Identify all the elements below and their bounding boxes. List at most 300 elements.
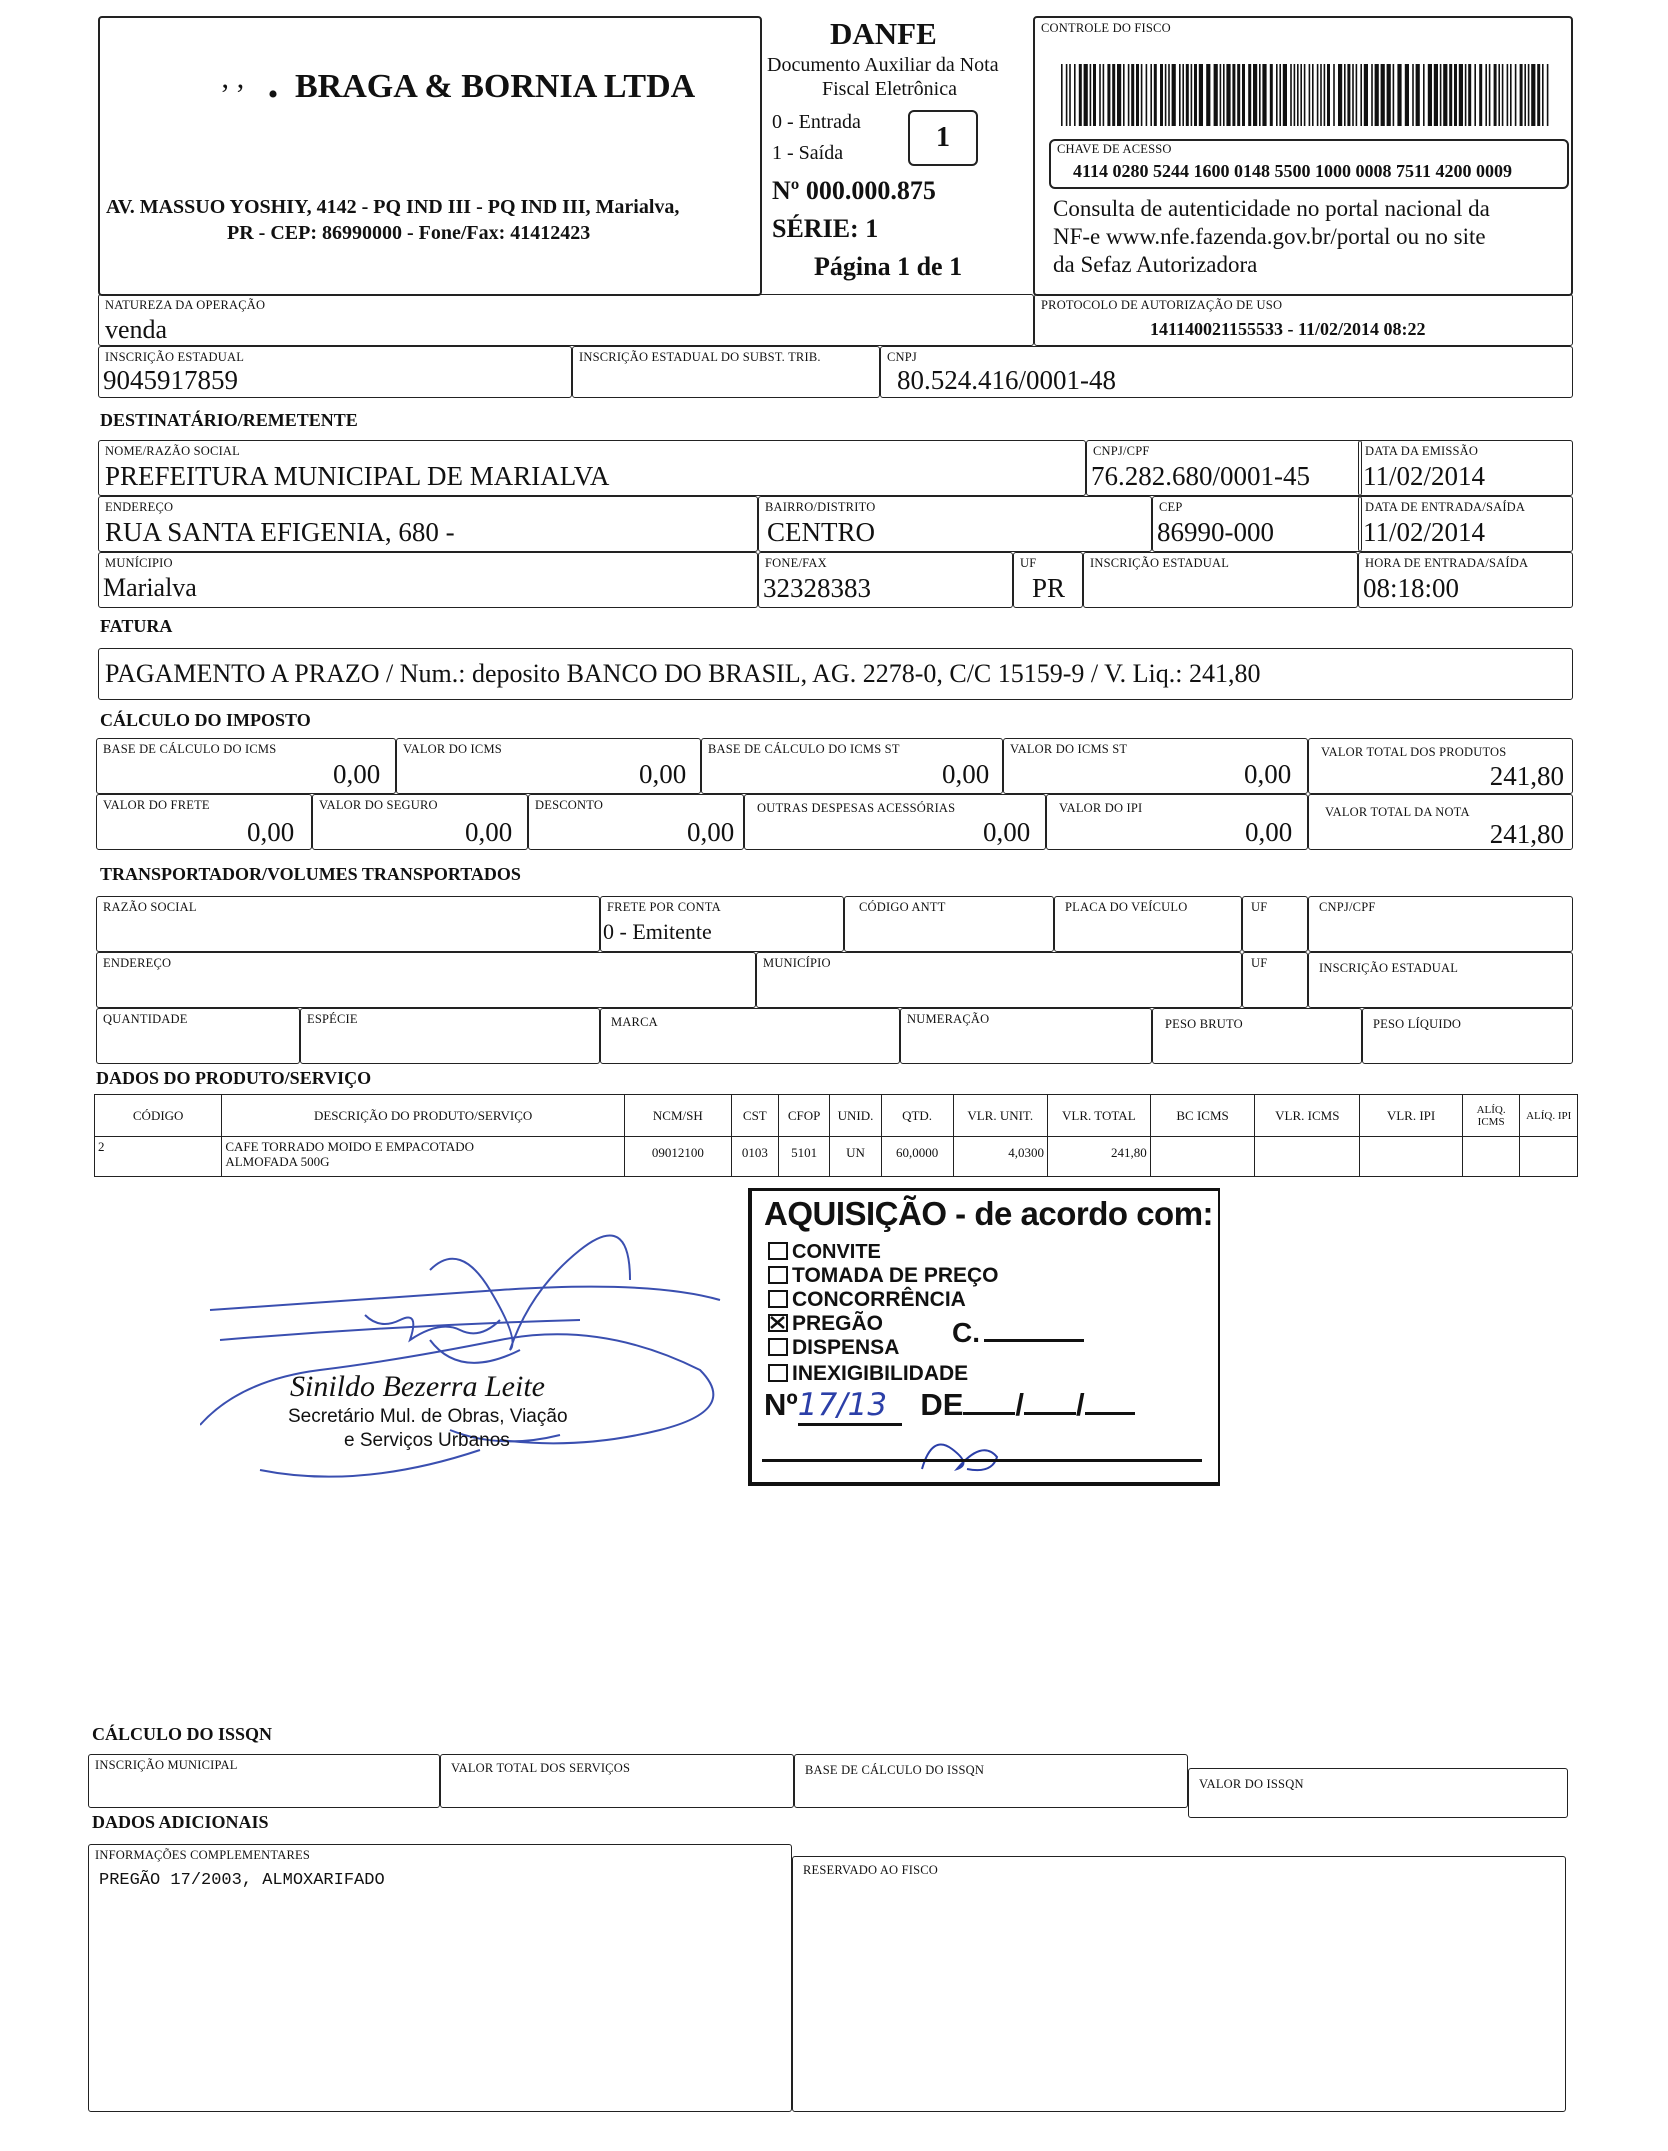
barcode-bar bbox=[1069, 64, 1071, 126]
dest-fone-label: FONE/FAX bbox=[765, 556, 827, 570]
danfe-tipo-box bbox=[908, 110, 978, 166]
stamp-initials-scribble bbox=[912, 1429, 1002, 1479]
danfe-saida: 1 - Saída bbox=[772, 142, 844, 164]
total-nota-value: 241,80 bbox=[1489, 819, 1564, 849]
seguro-value: 0,00 bbox=[465, 817, 513, 847]
ie-label: INSCRIÇÃO ESTADUAL bbox=[105, 350, 245, 364]
barcode-bar bbox=[1283, 64, 1287, 126]
barcode-bar bbox=[1279, 64, 1281, 126]
ie-st-label: INSCRIÇÃO ESTADUAL DO SUBST. TRIB. bbox=[579, 350, 821, 364]
barcode-bar bbox=[1304, 64, 1306, 126]
controle-fisco-label: CONTROLE DO FISCO bbox=[1041, 21, 1171, 35]
natureza-cell bbox=[98, 294, 1034, 346]
total-nota-cell bbox=[1308, 794, 1573, 850]
barcode-bar bbox=[1300, 64, 1302, 126]
checkbox-convite bbox=[768, 1242, 788, 1260]
col-cst: CST bbox=[731, 1095, 778, 1137]
protocolo-cell bbox=[1034, 294, 1573, 346]
protocolo-value: 141140021155533 - 11/02/2014 08:22 bbox=[1150, 319, 1426, 339]
total-produtos-value: 241,80 bbox=[1489, 761, 1564, 791]
outras-value: 0,00 bbox=[983, 817, 1031, 847]
total-produtos-cell bbox=[1308, 738, 1573, 794]
dest-bairro-cell bbox=[758, 496, 1152, 552]
barcode-bar bbox=[1237, 64, 1240, 126]
transp-endereco-label: ENDEREÇO bbox=[103, 956, 172, 970]
transp-especie-label: ESPÉCIE bbox=[307, 1012, 358, 1026]
stamp-numero-row: Nº17/13 DE / / bbox=[764, 1387, 1135, 1426]
ie-cell bbox=[98, 346, 572, 398]
transp-ie-label: INSCRIÇÃO ESTADUAL bbox=[1319, 961, 1459, 975]
barcode-bar bbox=[1214, 64, 1218, 126]
bc-st-value: 0,00 bbox=[942, 759, 990, 789]
dest-municipio-label: MUNÍCIPIO bbox=[105, 556, 173, 570]
stamp-option-pregao: PREGÃO bbox=[768, 1313, 883, 1335]
dest-uf-value: PR bbox=[1032, 573, 1066, 603]
dest-bairro-label: BAIRRO/DISTRITO bbox=[765, 500, 876, 514]
dest-nome-cell bbox=[98, 440, 1086, 496]
transp-placa-label: PLACA DO VEÍCULO bbox=[1065, 900, 1188, 914]
fisco-box bbox=[1033, 16, 1573, 296]
bc-st-cell bbox=[701, 738, 1003, 794]
barcode-bar bbox=[1479, 64, 1482, 126]
fatura-value: PAGAMENTO A PRAZO / Num.: deposito BANCO DO BRASIL, AG. 2278-0, C/C 15159-9 / V. Liq.: 241,80 bbox=[105, 659, 1261, 688]
cnpj-emitente-value: 80.524.416/0001-48 bbox=[897, 365, 1116, 395]
consulta-line-3: da Sefaz Autorizadora bbox=[1053, 252, 1258, 277]
danfe-block bbox=[762, 16, 1030, 296]
dest-cep-cell bbox=[1152, 496, 1362, 552]
dest-emissao-value: 11/02/2014 bbox=[1363, 461, 1486, 491]
stamp-option-dispensa: DISPENSA bbox=[768, 1337, 899, 1359]
barcode-bar bbox=[1423, 64, 1425, 126]
barcode-bar bbox=[1320, 64, 1322, 126]
barcode-bar bbox=[1146, 64, 1148, 126]
barcode-bar bbox=[1312, 64, 1314, 126]
outras-label: OUTRAS DESPESAS ACESSÓRIAS bbox=[757, 801, 956, 815]
barcode-bar bbox=[1276, 64, 1278, 126]
barcode-bar bbox=[1537, 64, 1540, 126]
bc-icms-label: BASE DE CÁLCULO DO ICMS bbox=[103, 742, 277, 756]
cnpj-emitente-cell bbox=[880, 346, 1573, 398]
transp-numeracao-cell bbox=[900, 1008, 1152, 1064]
frete-label: VALOR DO FRETE bbox=[103, 798, 210, 812]
barcode-bar bbox=[1117, 64, 1121, 126]
dest-endereco-cell bbox=[98, 496, 758, 552]
barcode-bar bbox=[1290, 64, 1292, 126]
natureza-value: venda bbox=[105, 315, 168, 344]
barcode-bar bbox=[1242, 64, 1245, 126]
transp-qtd-label: QUANTIDADE bbox=[103, 1012, 188, 1026]
emitente-name: BRAGA & BORNIA LTDA bbox=[295, 68, 696, 105]
barcode-bar bbox=[1226, 64, 1230, 126]
stamp-numero-value: 17/13 bbox=[798, 1387, 902, 1426]
seguro-cell bbox=[312, 794, 528, 850]
dest-endereco-value: RUA SANTA EFIGENIA, 680 - bbox=[105, 517, 455, 547]
transp-razao-label: RAZÃO SOCIAL bbox=[103, 900, 197, 914]
danfe-serie: SÉRIE: 1 bbox=[772, 214, 879, 243]
dest-hora-cell bbox=[1358, 552, 1573, 608]
barcode-bar bbox=[1103, 64, 1105, 126]
transp-placa-cell bbox=[1054, 896, 1242, 952]
dest-entrada-value: 11/02/2014 bbox=[1363, 517, 1486, 547]
dest-emissao-cell bbox=[1358, 440, 1573, 496]
barcode bbox=[1061, 64, 1551, 126]
barcode-bar bbox=[1498, 64, 1500, 126]
barcode-bar bbox=[1387, 64, 1391, 126]
barcode-bar bbox=[1510, 64, 1512, 126]
col-cfop: CFOP bbox=[778, 1095, 829, 1137]
barcode-bar bbox=[1494, 64, 1497, 126]
barcode-bar bbox=[1160, 64, 1163, 126]
emitente-address-2: PR - CEP: 86990000 - Fone/Fax: 41412423 bbox=[227, 222, 591, 244]
dest-nome-value: PREFEITURA MUNICIPAL DE MARIALVA bbox=[105, 461, 610, 491]
info-complementar-label: INFORMAÇÕES COMPLEMENTARES bbox=[95, 1848, 310, 1862]
signature-role-1: Secretário Mul. de Obras, Viação bbox=[288, 1406, 568, 1427]
barcode-bar bbox=[1136, 64, 1139, 126]
row-vlr-icms bbox=[1255, 1137, 1360, 1177]
barcode-bar bbox=[1128, 64, 1130, 126]
barcode-bar bbox=[1459, 64, 1463, 126]
barcode-bar bbox=[1324, 64, 1326, 126]
icms-st-cell bbox=[1003, 738, 1308, 794]
barcode-bar bbox=[1154, 64, 1157, 126]
barcode-bar bbox=[1179, 64, 1181, 126]
chave-label: CHAVE DE ACESSO bbox=[1057, 142, 1172, 156]
row-qtd: 60,0000 bbox=[881, 1137, 953, 1177]
transp-municipio-cell bbox=[756, 952, 1242, 1008]
transp-uf2-label: UF bbox=[1251, 956, 1268, 970]
issqn-base-label: BASE DE CÁLCULO DO ISSQN bbox=[805, 1763, 985, 1777]
ie-value: 9045917859 bbox=[103, 365, 238, 395]
barcode-bar bbox=[1172, 64, 1176, 126]
ipi-cell bbox=[1046, 794, 1308, 850]
fatura-cell bbox=[98, 648, 1573, 700]
dest-emissao-label: DATA DA EMISSÃO bbox=[1365, 444, 1479, 458]
dest-uf-cell bbox=[1013, 552, 1083, 608]
issqn-total-cell bbox=[440, 1754, 794, 1808]
imposto-section-title: CÁLCULO DO IMPOSTO bbox=[100, 710, 311, 730]
barcode-bar bbox=[1131, 64, 1134, 126]
row-unid: UN bbox=[830, 1137, 881, 1177]
barcode-bar bbox=[1412, 64, 1414, 126]
chave-box bbox=[1049, 139, 1569, 189]
transp-cnpj-label: CNPJ/CPF bbox=[1319, 900, 1376, 914]
row-vlr-ipi bbox=[1360, 1137, 1463, 1177]
row-cfop: 5101 bbox=[778, 1137, 829, 1177]
transp-cnpj-cell bbox=[1308, 896, 1573, 952]
checkbox-concorrencia bbox=[768, 1290, 788, 1308]
barcode-bar bbox=[1112, 64, 1115, 126]
seguro-label: VALOR DO SEGURO bbox=[319, 798, 438, 812]
frete-value: 0,00 bbox=[247, 817, 295, 847]
barcode-bar bbox=[1084, 64, 1088, 126]
barcode-bar bbox=[1515, 64, 1517, 126]
barcode-bar bbox=[1434, 64, 1438, 126]
stamp-bottom-line bbox=[762, 1459, 1202, 1462]
danfe-entrada: 0 - Entrada bbox=[772, 111, 861, 133]
danfe-subtitle-1: Documento Auxiliar da Nota bbox=[767, 54, 999, 76]
barcode-bar bbox=[1381, 64, 1385, 126]
cnpj-emitente-label: CNPJ bbox=[887, 350, 917, 364]
barcode-bar bbox=[1524, 64, 1526, 126]
barcode-bar bbox=[1061, 64, 1063, 126]
barcode-bar bbox=[1270, 64, 1273, 126]
col-ncm: NCM/SH bbox=[624, 1095, 731, 1137]
checkbox-pregao-checked-icon bbox=[768, 1314, 788, 1332]
barcode-bar bbox=[1168, 64, 1170, 126]
dest-cnpj-label: CNPJ/CPF bbox=[1093, 444, 1150, 458]
issqn-total-label: VALOR TOTAL DOS SERVIÇOS bbox=[451, 1761, 631, 1775]
barcode-bar bbox=[1309, 64, 1311, 126]
barcode-bar bbox=[1186, 64, 1189, 126]
barcode-bar bbox=[1428, 64, 1432, 126]
danfe-numero: Nº 000.000.875 bbox=[772, 176, 936, 205]
adicionais-section-title: DADOS ADICIONAIS bbox=[92, 1812, 269, 1832]
barcode-bar bbox=[1223, 64, 1225, 126]
barcode-bar bbox=[1520, 64, 1523, 126]
icms-st-value: 0,00 bbox=[1244, 759, 1292, 789]
barcode-bar bbox=[1150, 64, 1152, 126]
signature-role-2: e Serviços Urbanos bbox=[344, 1430, 510, 1451]
dest-entrada-cell bbox=[1358, 496, 1573, 552]
barcode-bar bbox=[1489, 64, 1491, 126]
barcode-bar bbox=[1220, 64, 1222, 126]
barcode-bar bbox=[1232, 64, 1235, 126]
emitente-logo-marks: ’ ’ • bbox=[220, 78, 279, 111]
info-complementar-value: PREGÃO 17/2003, ALMOXARIFADO bbox=[99, 1871, 385, 1890]
barcode-bar bbox=[1338, 64, 1342, 126]
icms-label: VALOR DO ICMS bbox=[403, 742, 502, 756]
transp-razao-cell bbox=[96, 896, 600, 952]
emitente-box bbox=[98, 16, 762, 296]
barcode-bar bbox=[1344, 64, 1346, 126]
barcode-bar bbox=[1327, 64, 1330, 126]
protocolo-label: PROTOCOLO DE AUTORIZAÇÃO DE USO bbox=[1041, 298, 1283, 312]
dest-cnpj-cell bbox=[1086, 440, 1362, 496]
row-vtotal: 241,80 bbox=[1048, 1137, 1151, 1177]
row-descricao-2: ALMOFADA 500G bbox=[225, 1154, 330, 1169]
row-aliq-ipi bbox=[1520, 1137, 1578, 1177]
transp-numeracao-label: NUMERAÇÃO bbox=[907, 1012, 990, 1026]
transp-endereco-cell bbox=[96, 952, 756, 1008]
col-codigo: CÓDIGO bbox=[95, 1095, 222, 1137]
barcode-bar bbox=[1199, 64, 1203, 126]
col-vlr-icms: VLR. ICMS bbox=[1255, 1095, 1360, 1137]
barcode-bar bbox=[1542, 64, 1544, 126]
barcode-bar bbox=[1347, 64, 1350, 126]
barcode-bar bbox=[1375, 64, 1379, 126]
danfe-subtitle-2: Fiscal Eletrônica bbox=[822, 78, 957, 100]
barcode-bar bbox=[1294, 64, 1296, 126]
danfe-tipo: 1 bbox=[936, 122, 950, 153]
barcode-bar bbox=[1194, 64, 1197, 126]
col-vtotal: VLR. TOTAL bbox=[1048, 1095, 1151, 1137]
barcode-bar bbox=[1141, 64, 1143, 126]
barcode-bar bbox=[1090, 64, 1092, 126]
icms-st-label: VALOR DO ICMS ST bbox=[1010, 742, 1128, 756]
total-nota-label: VALOR TOTAL DA NOTA bbox=[1325, 805, 1470, 819]
stamp-title: AQUISIÇÃO - de acordo com: bbox=[764, 1195, 1214, 1232]
barcode-bar bbox=[1360, 64, 1362, 126]
consulta-line-1: Consulta de autenticidade no portal nacional da bbox=[1053, 196, 1490, 221]
stamp-option-inexigibilidade: INEXIGIBILIDADE bbox=[768, 1363, 968, 1385]
bc-icms-cell bbox=[96, 738, 396, 794]
transp-uf-label: UF bbox=[1251, 900, 1268, 914]
checkbox-tomada bbox=[768, 1266, 788, 1284]
transp-antt-label: CÓDIGO ANTT bbox=[859, 900, 946, 914]
issqn-im-cell bbox=[88, 1754, 440, 1808]
stamp-option-tomada: TOMADA DE PREÇO bbox=[768, 1265, 999, 1287]
barcode-bar bbox=[1182, 64, 1184, 126]
produtos-section-title: DADOS DO PRODUTO/SERVIÇO bbox=[96, 1068, 372, 1088]
barcode-bar bbox=[1066, 64, 1068, 126]
stamp-option-concorrencia: CONCORRÊNCIA bbox=[768, 1289, 966, 1311]
transp-frete-cell bbox=[600, 896, 844, 952]
barcode-bar bbox=[1093, 64, 1096, 126]
barcode-bar bbox=[1123, 64, 1125, 126]
col-descricao: DESCRIÇÃO DO PRODUTO/SERVIÇO bbox=[222, 1095, 625, 1137]
transp-ie-cell bbox=[1308, 952, 1573, 1008]
barcode-bar bbox=[1352, 64, 1354, 126]
consulta-line-2: NF-e www.nfe.fazenda.gov.br/portal ou no site bbox=[1053, 224, 1486, 249]
transp-especie-cell bbox=[300, 1008, 600, 1064]
transp-uf2-cell bbox=[1242, 952, 1308, 1008]
col-aliq-icms: ALÍQ. ICMS bbox=[1462, 1095, 1520, 1137]
stamp-de-label: DE bbox=[920, 1387, 964, 1422]
barcode-bar bbox=[1393, 64, 1395, 126]
barcode-bar bbox=[1074, 64, 1076, 126]
transp-marca-label: MARCA bbox=[611, 1015, 658, 1029]
barcode-bar bbox=[1079, 64, 1082, 126]
barcode-bar bbox=[1440, 64, 1442, 126]
barcode-bar bbox=[1528, 64, 1530, 126]
transp-frete-label: FRETE POR CONTA bbox=[607, 900, 721, 914]
barcode-bar bbox=[1371, 64, 1373, 126]
row-cst: 0103 bbox=[731, 1137, 778, 1177]
icms-cell bbox=[396, 738, 701, 794]
issqn-section-title: CÁLCULO DO ISSQN bbox=[92, 1724, 273, 1744]
danfe-title: DANFE bbox=[830, 16, 937, 51]
barcode-bar bbox=[1333, 64, 1335, 126]
barcode-bar bbox=[1531, 64, 1535, 126]
produtos-header-row bbox=[95, 1095, 1578, 1137]
dest-municipio-value: Marialva bbox=[103, 573, 197, 602]
barcode-bar bbox=[1165, 64, 1167, 126]
desconto-value: 0,00 bbox=[687, 817, 735, 847]
total-produtos-label: VALOR TOTAL DOS PRODUTOS bbox=[1321, 745, 1507, 759]
dest-cnpj-value: 76.282.680/0001-45 bbox=[1091, 461, 1310, 491]
checkbox-inexigibilidade bbox=[768, 1364, 788, 1382]
barcode-bar bbox=[1454, 64, 1457, 126]
col-unid: UNID. bbox=[830, 1095, 881, 1137]
ie-st-cell bbox=[572, 346, 880, 398]
chave-acesso: 4114 0280 5244 1600 0148 5500 1000 0008 7511 4200 0009 bbox=[1073, 161, 1513, 181]
dest-ie-label: INSCRIÇÃO ESTADUAL bbox=[1090, 556, 1230, 570]
reservado-fisco-cell bbox=[792, 1856, 1566, 2112]
fatura-section-title: FATURA bbox=[100, 616, 173, 636]
col-vlr-ipi: VLR. IPI bbox=[1360, 1095, 1463, 1137]
row-bc-icms bbox=[1150, 1137, 1255, 1177]
transp-municipio-label: MUNICÍPIO bbox=[763, 956, 831, 970]
barcode-bar bbox=[1259, 64, 1261, 126]
barcode-bar bbox=[1416, 64, 1420, 126]
barcode-bar bbox=[1449, 64, 1452, 126]
dest-uf-label: UF bbox=[1020, 556, 1037, 570]
dest-fone-value: 32328383 bbox=[763, 573, 871, 603]
dest-cep-value: 86990-000 bbox=[1157, 517, 1274, 547]
dest-ie-cell bbox=[1083, 552, 1358, 608]
col-aliq-ipi: ALÍQ. IPI bbox=[1520, 1095, 1578, 1137]
transp-frete-value: 0 - Emitente bbox=[603, 919, 712, 944]
dest-cep-label: CEP bbox=[1159, 500, 1183, 514]
signature-name: Sinildo Bezerra Leite bbox=[290, 1370, 545, 1403]
dest-nome-label: NOME/RAZÃO SOCIAL bbox=[105, 444, 240, 458]
stamp-numero-label: Nº bbox=[764, 1387, 798, 1422]
emitente-address-1: AV. MASSUO YOSHIY, 4142 - PQ IND III - PQ IND III, Marialva, bbox=[106, 196, 680, 218]
ipi-label: VALOR DO IPI bbox=[1059, 801, 1143, 815]
ipi-value: 0,00 bbox=[1245, 817, 1293, 847]
transp-antt-cell bbox=[844, 896, 1054, 952]
barcode-bar bbox=[1099, 64, 1101, 126]
barcode-bar bbox=[1356, 64, 1358, 126]
table-row bbox=[95, 1137, 1578, 1177]
bc-icms-value: 0,00 bbox=[333, 759, 381, 789]
barcode-bar bbox=[1397, 64, 1401, 126]
row-vunit: 4,0300 bbox=[953, 1137, 1047, 1177]
outras-cell bbox=[744, 794, 1046, 850]
barcode-bar bbox=[1474, 64, 1476, 126]
col-qtd: QTD. bbox=[881, 1095, 953, 1137]
checkbox-dispensa bbox=[768, 1338, 788, 1356]
destinatario-section-title: DESTINATÁRIO/REMETENTE bbox=[100, 410, 358, 430]
barcode-bar bbox=[1206, 64, 1210, 126]
barcode-bar bbox=[1317, 64, 1319, 126]
dest-endereco-label: ENDEREÇO bbox=[105, 500, 174, 514]
issqn-valor-cell bbox=[1188, 1768, 1568, 1818]
barcode-bar bbox=[1507, 64, 1509, 126]
barcode-bar bbox=[1468, 64, 1471, 126]
transporte-section-title: TRANSPORTADOR/VOLUMES TRANSPORTADOS bbox=[100, 864, 521, 884]
info-complementar-cell bbox=[88, 1844, 792, 2112]
row-descricao-1: CAFE TORRADO MOIDO E EMPACOTADO bbox=[225, 1139, 474, 1154]
stamp-c-label: C. bbox=[952, 1317, 1084, 1349]
transp-peso-liq-label: PESO LÍQUIDO bbox=[1373, 1017, 1462, 1031]
produtos-table bbox=[94, 1094, 1578, 1177]
barcode-bar bbox=[1297, 64, 1299, 126]
transp-peso-bruto-label: PESO BRUTO bbox=[1165, 1017, 1243, 1031]
frete-cell bbox=[96, 794, 312, 850]
row-codigo: 2 bbox=[95, 1137, 222, 1177]
aquisicao-stamp bbox=[748, 1188, 1220, 1486]
transp-peso-liq-cell bbox=[1362, 1008, 1573, 1064]
dest-bairro-value: CENTRO bbox=[767, 517, 875, 547]
barcode-bar bbox=[1547, 64, 1549, 126]
barcode-bar bbox=[1502, 64, 1504, 126]
dest-hora-value: 08:18:00 bbox=[1363, 573, 1460, 603]
row-descricao bbox=[222, 1137, 625, 1177]
dest-hora-label: HORA DE ENTRADA/SAÍDA bbox=[1365, 556, 1529, 570]
dest-entrada-label: DATA DE ENTRADA/SAÍDA bbox=[1365, 500, 1526, 514]
issqn-base-cell bbox=[794, 1754, 1188, 1808]
desconto-label: DESCONTO bbox=[535, 798, 604, 812]
barcode-bar bbox=[1262, 64, 1266, 126]
transp-qtd-cell bbox=[96, 1008, 300, 1064]
natureza-label: NATUREZA DA OPERAÇÃO bbox=[105, 298, 266, 312]
barcode-bar bbox=[1443, 64, 1447, 126]
dest-municipio-cell bbox=[98, 552, 758, 608]
stamp-option-convite: CONVITE bbox=[768, 1241, 881, 1263]
barcode-bar bbox=[1465, 64, 1467, 126]
danfe-pagina: Página 1 de 1 bbox=[814, 252, 963, 281]
